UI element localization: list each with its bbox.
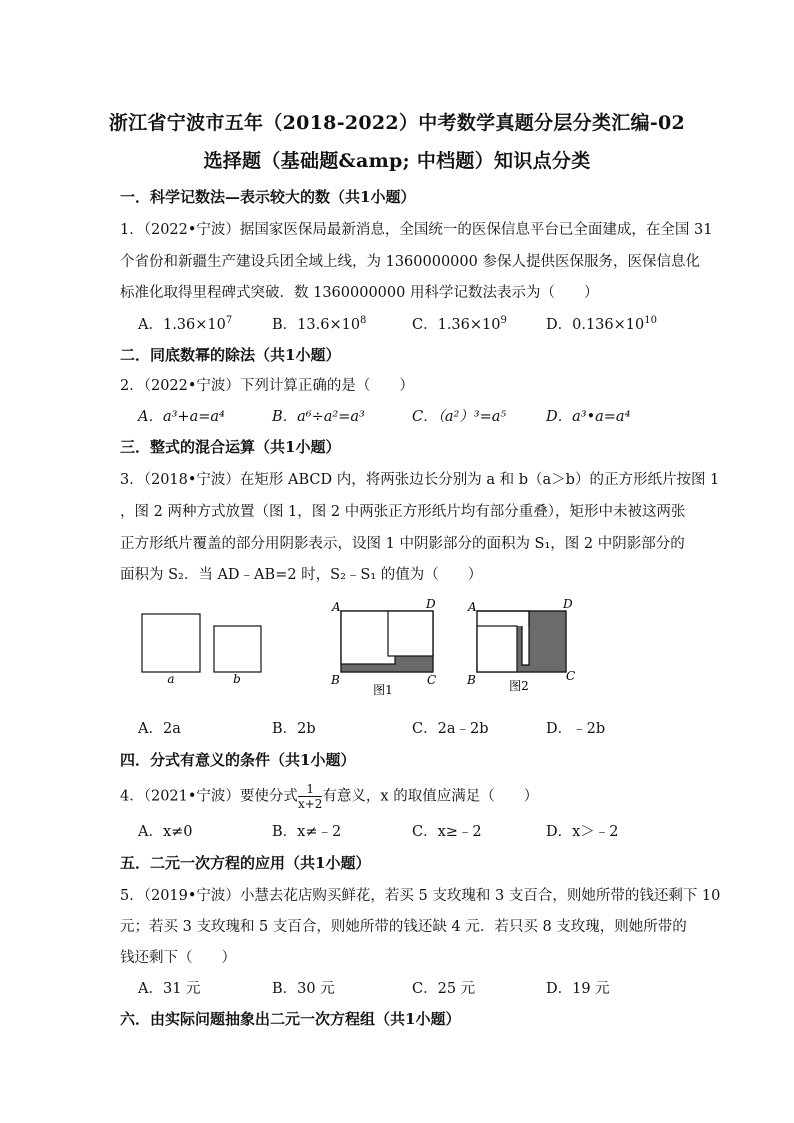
q5-line-1: 5．（2019•宁波）小慧去花店购买鲜花，若买 5 支玫瑰和 3 支百合，则她所带的钱还剩下 10 xyxy=(120,888,721,904)
q5-line-3: 钱还剩下（ ） xyxy=(120,950,236,966)
q3-line-2: ，图 2 两种方式放置（图 1，图 2 中两张正方形纸片均有部分重叠），矩形中未被这两张 xyxy=(120,504,686,520)
q2-option-b: B．a⁶÷a²=a³ xyxy=(272,409,365,425)
q2-option-a: A．a³+a=a⁴ xyxy=(138,409,225,425)
fig2-caption: 图2 xyxy=(509,679,529,693)
q5-line-2: 元；若买 3 支玫瑰和 5 支百合，则她所带的钱还缺 4 元．若只买 8 支玫瑰，则她所带的 xyxy=(120,919,687,935)
q4-option-a: A．x≠0 xyxy=(138,824,193,840)
section-heading-1: 一．科学记数法—表示较大的数（共1小题） xyxy=(120,188,416,206)
fig1-caption: 图1 xyxy=(373,683,393,697)
fig2-label-d: D xyxy=(563,597,573,611)
q4-option-c: C．x≥﹣2 xyxy=(412,824,482,840)
q2-option-d: D．a³•a=a⁴ xyxy=(546,409,631,425)
fig2-label-b: B xyxy=(467,673,476,687)
section-heading-2: 二．同底数幂的除法（共1小题） xyxy=(120,346,341,364)
square-a xyxy=(142,614,200,672)
q4-option-b: B．x≠﹣2 xyxy=(272,824,342,840)
q1-option-b: B．$13.6\times 10^8$ xyxy=(272,315,367,333)
q1-option-c: C．$1.36\times 10^9$ xyxy=(412,315,507,333)
q5-option-b: B．30 元 xyxy=(272,981,335,997)
q2-option-c: C．（a²）³=a⁵ xyxy=(412,409,507,425)
q1-option-a: A．$1.36\times 10^7$ xyxy=(138,315,233,333)
section-heading-5: 五．二元一次方程的应用（共1小题） xyxy=(120,854,371,872)
fig1-label-c: C xyxy=(427,673,437,687)
q3-option-c: C．2a﹣2b xyxy=(412,721,489,737)
q3-option-b: B．2b xyxy=(272,721,316,737)
fig1-label-b: B xyxy=(331,673,340,687)
q1-option-d: D．$0.136\times 10^{10}$ xyxy=(546,315,657,333)
q3-option-a: A．2a xyxy=(138,721,181,737)
q1-line-2: 个省份和新疆生产建设兵团全域上线，为 1360000000 参保人提供医保服务，医保信息化 xyxy=(120,254,700,270)
section-heading-3: 三．整式的混合运算（共1小题） xyxy=(120,438,341,456)
label-b: b xyxy=(233,672,241,686)
q3-line-1: 3．（2018•宁波）在矩形 ABCD 内，将两张边长分别为 a 和 b（a＞b）的正方形纸片按图 1 xyxy=(120,472,720,488)
document-title-line1: 浙江省宁波市五年（2018-2022）中考数学真题分层分类汇编-02 xyxy=(108,112,686,134)
q1-line-1: 1．（2022•宁波）据国家医保局最新消息，全国统一的医保信息平台已全面建成，在全国 31 xyxy=(120,222,713,238)
document-title-line2: 选择题（基础题&amp; 中档题）知识点分类 xyxy=(203,150,591,172)
fig1-label-a: A xyxy=(332,600,341,614)
q4-line-1: 4．（2021•宁波）要使分式 $\frac{1}{x+2}$ 有意义，x 的取值应满足（ ） xyxy=(120,782,539,811)
q4-option-d: D．x＞﹣2 xyxy=(546,824,619,840)
q3-line-3: 正方形纸片覆盖的部分用阴影表示，设图 1 中阴影部分的面积为 S₁，图 2 中阴影部分的 xyxy=(120,536,685,552)
fig2-label-c: C xyxy=(566,669,576,683)
q3-option-d: D．﹣2b xyxy=(546,721,606,737)
fig2-shade-right xyxy=(529,611,566,672)
q3-figure xyxy=(0,596,794,706)
label-a: a xyxy=(167,672,175,686)
fig1-label-d: D xyxy=(426,597,436,611)
q1-line-3: 标准化取得里程碑式突破．数 1360000000 用科学记数法表示为（ ） xyxy=(120,285,599,301)
figure-1 xyxy=(330,597,436,697)
q2-line-1: 2．（2022•宁波）下列计算正确的是（ ） xyxy=(120,378,414,394)
q5-option-c: C．25 元 xyxy=(412,981,476,997)
fig2-label-a: A xyxy=(468,600,477,614)
square-b xyxy=(214,626,261,672)
q5-option-a: A．31 元 xyxy=(138,981,201,997)
section-heading-6: 六．由实际问题抽象出二元一次方程组（共1小题） xyxy=(120,1010,461,1028)
q3-line-4: 面积为 S₂．当 AD﹣AB=2 时，S₂﹣S₁ 的值为（ ） xyxy=(120,567,483,583)
section-heading-4: 四．分式有意义的条件（共1小题） xyxy=(120,751,356,769)
figure-2 xyxy=(466,597,575,693)
q4-fraction: $\frac{1}{x+2}$ xyxy=(297,782,323,811)
q5-option-d: D．19 元 xyxy=(546,981,610,997)
